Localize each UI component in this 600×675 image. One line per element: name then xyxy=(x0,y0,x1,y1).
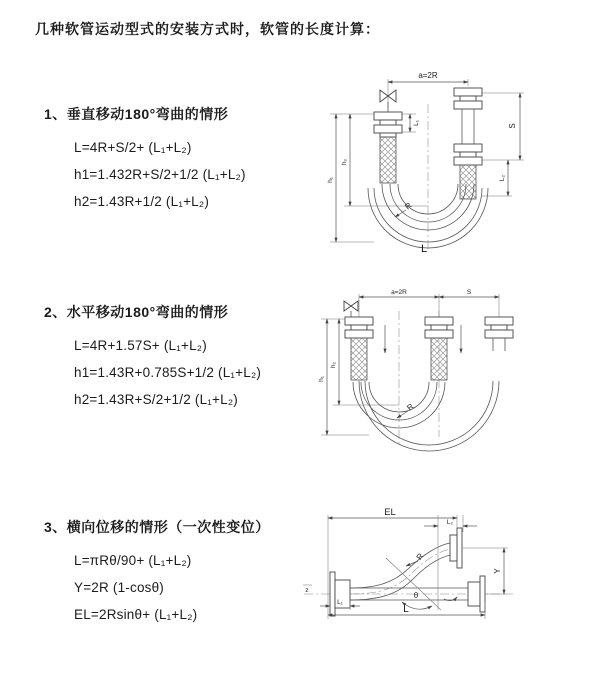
page-title: 几种软管运动型式的安装方式时，软管的长度计算： xyxy=(35,21,380,37)
angle-label: θ xyxy=(413,591,419,600)
braided-hose-section xyxy=(460,165,476,199)
dimension-l xyxy=(328,602,485,619)
section-2-heading: 2、水平移动180°弯曲的情形 xyxy=(44,304,229,320)
braided-hose-section xyxy=(431,338,447,380)
section-3-heading: 3、横向位移的情形（一次性变位） xyxy=(44,519,270,535)
length-label: L xyxy=(420,243,428,255)
braided-hose-section xyxy=(351,338,367,380)
braided-hose-section xyxy=(380,137,396,183)
dim-label-l: L xyxy=(403,604,409,615)
dimension-h1 xyxy=(327,114,374,242)
radius-callout xyxy=(397,402,416,418)
diagram-vertical-u-bend xyxy=(310,68,582,255)
radius-callout xyxy=(386,551,441,610)
radius-callout xyxy=(395,201,414,217)
dim-label-l1: L₁ xyxy=(337,599,343,606)
dim-label-l2: L₂ xyxy=(446,519,454,526)
radius-label: R xyxy=(414,551,426,562)
formula-line: L=πRθ/90+ (L₁+L₂) xyxy=(74,553,192,568)
valve-icon xyxy=(344,301,358,317)
left-hose-fitting xyxy=(374,112,402,183)
middle-hose-fitting xyxy=(425,317,453,380)
hose-u-arcs xyxy=(353,381,499,451)
formula-line: Y=2R (1-cosθ) xyxy=(74,580,165,595)
dim-label-y: Y xyxy=(493,568,502,574)
diagram-horizontal-u-bend xyxy=(311,287,583,455)
dim-label-s: S xyxy=(466,289,472,296)
diagram-lateral-displacement xyxy=(298,502,530,654)
formula-line: h2=1.43R+1/2 (L₁+L₂) xyxy=(74,194,210,209)
formula-line: h1=1.43R+0.785S+1/2 (L₁+L₂) xyxy=(74,365,262,380)
reference-arrows xyxy=(385,325,461,353)
dim-label-a2r: a=2R xyxy=(391,289,407,296)
dim-label-h2: h₂ xyxy=(330,361,337,369)
dim-label-el: EL xyxy=(384,507,396,518)
dim-label-h1: h₁ xyxy=(318,376,325,382)
dimension-a2r xyxy=(359,289,499,317)
dim-label-h1: h₁ xyxy=(327,177,334,183)
dim-label-l2: L₂ xyxy=(499,174,506,182)
formula-line: L=4R+1.57S+ (L₁+L₂) xyxy=(74,338,207,353)
section-1 xyxy=(44,104,246,215)
dimension-l2 xyxy=(482,160,512,196)
dimension-s xyxy=(439,289,499,297)
section-2 xyxy=(44,302,261,413)
left-hose-fitting xyxy=(345,317,373,380)
section-2-formulas xyxy=(44,332,261,413)
datum-label: z xyxy=(305,587,309,594)
dim-label-a2r: a=2R xyxy=(418,71,438,80)
datum-mark xyxy=(303,585,312,594)
section-1-formulas xyxy=(44,134,246,215)
radius-label: R xyxy=(403,200,414,212)
formula-line: h2=1.43R+S/2+1/2 (L₁+L₂) xyxy=(74,392,238,407)
formula-line: L=4R+S/2+ (L₁+L₂) xyxy=(74,140,192,155)
dim-label-l1: L₁ xyxy=(413,120,420,126)
radius-label: R xyxy=(405,401,416,413)
curved-hose xyxy=(350,542,457,600)
dimension-l1 xyxy=(402,114,420,132)
dimension-s xyxy=(482,93,524,160)
formula-line: EL=2Rsinθ+ (L₁+L₂) xyxy=(74,607,198,622)
moved-hose-fitting xyxy=(485,317,513,351)
section-3-formulas xyxy=(44,547,270,628)
section-3 xyxy=(44,517,270,628)
formula-line: h1=1.432R+S/2+1/2 (L₁+L₂) xyxy=(74,167,246,182)
dim-label-h2: h₂ xyxy=(341,158,348,166)
section-1-heading: 1、垂直移动180°弯曲的情形 xyxy=(44,106,229,122)
left-flange xyxy=(330,572,350,616)
upper-flange xyxy=(450,528,462,568)
dim-label-s: S xyxy=(508,123,517,129)
right-hose-fitting xyxy=(454,88,482,199)
